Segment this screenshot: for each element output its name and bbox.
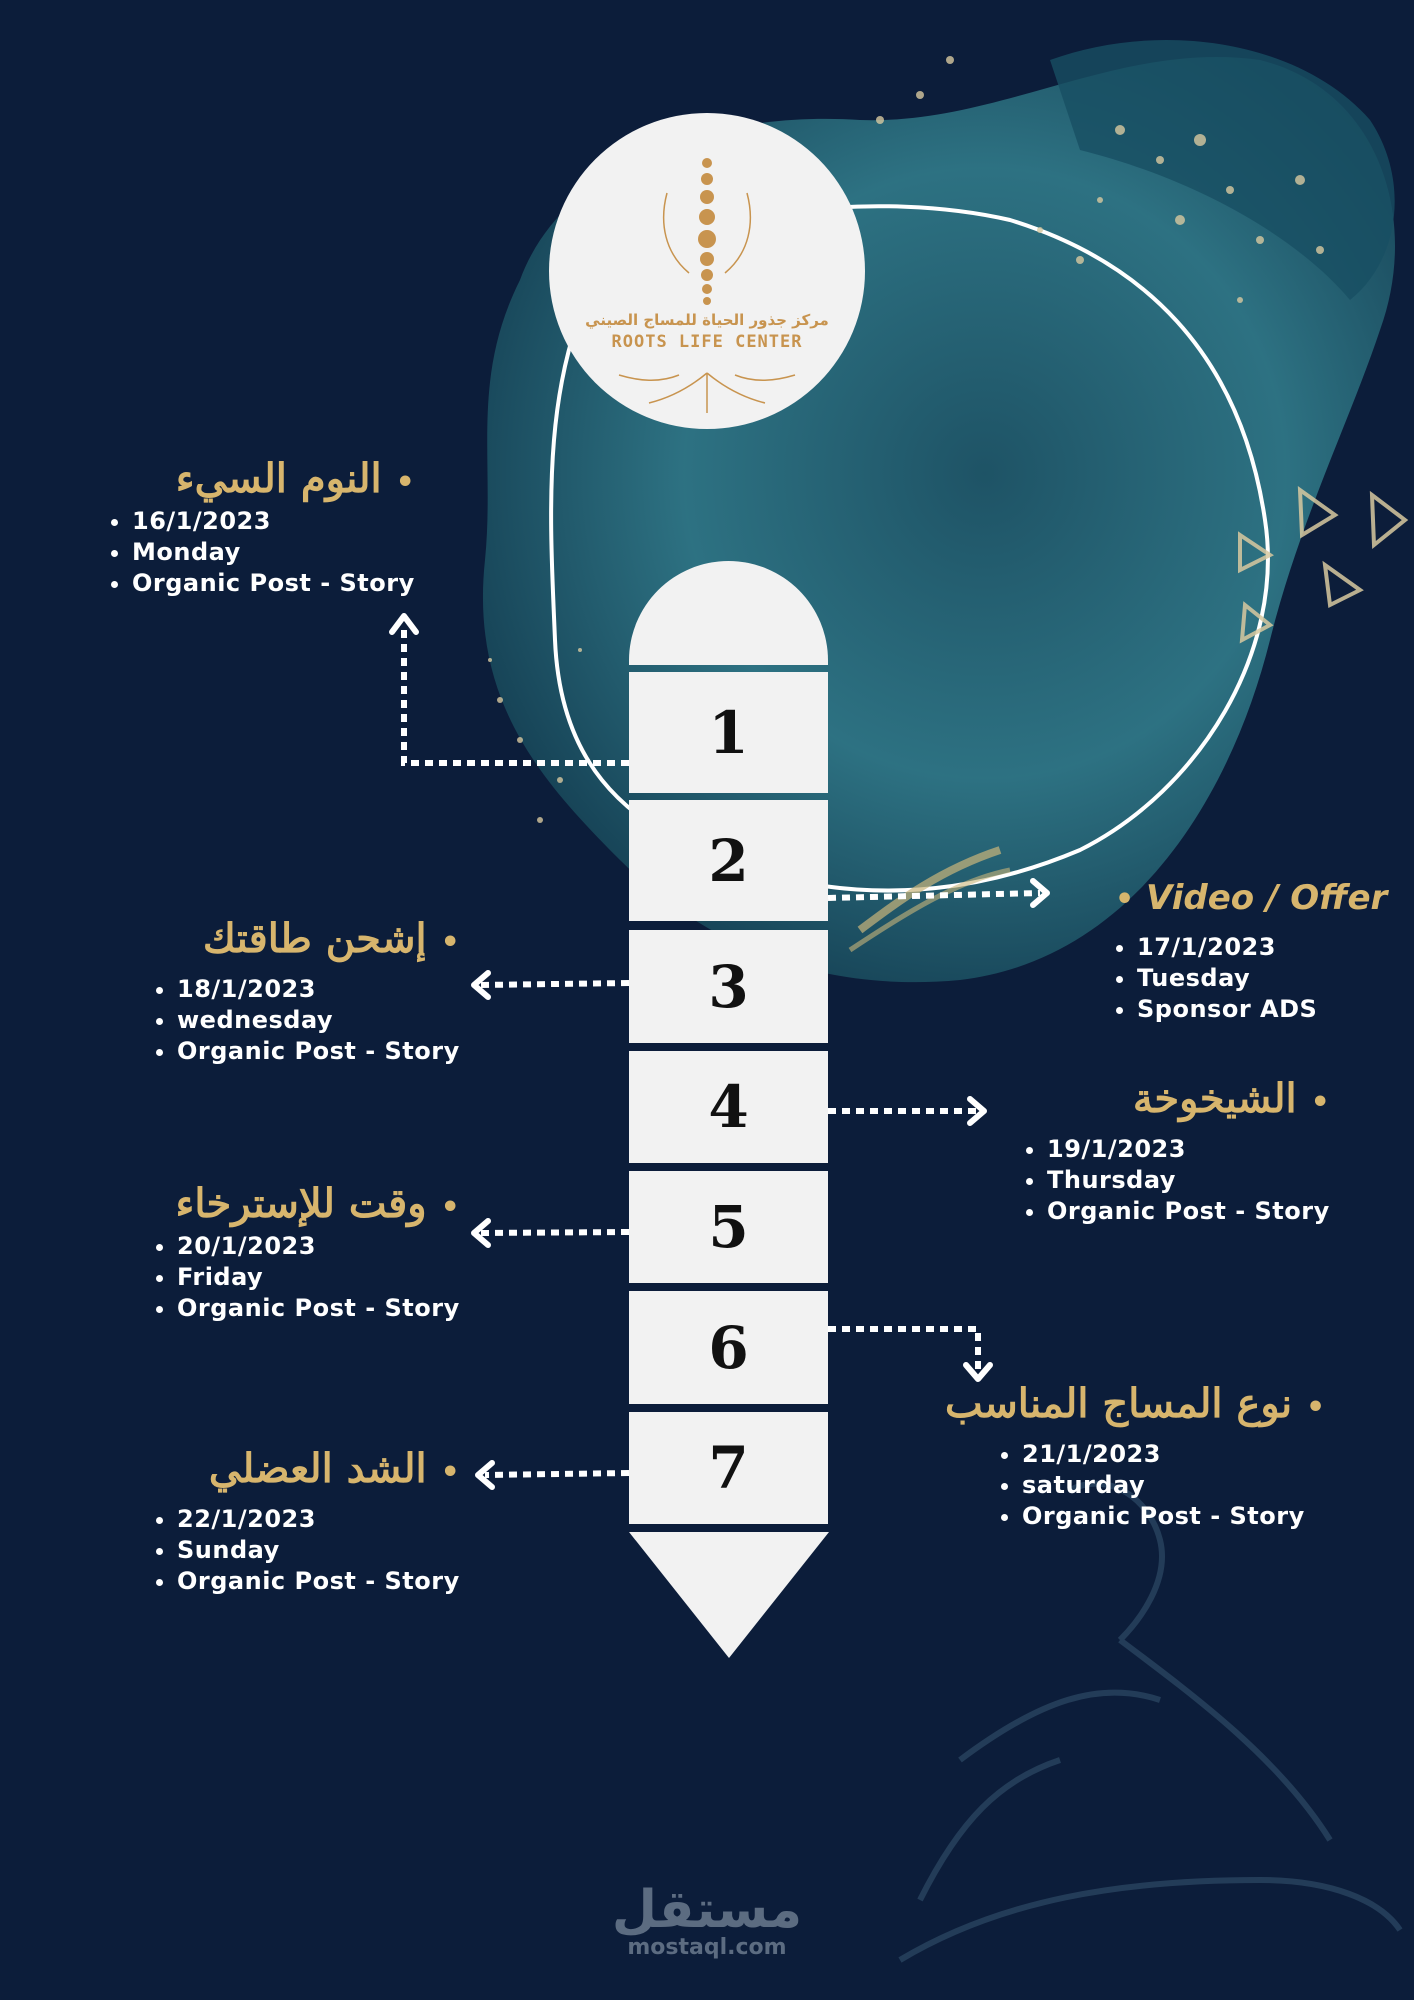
step-4-segment: 4 <box>629 1051 828 1163</box>
watermark-url: mostaql.com <box>627 1935 787 1960</box>
item-3-date: • 18/1/2023 <box>177 974 460 1005</box>
logo-arabic-name: مركز جذور الحياة للمساج الصيني <box>585 311 829 329</box>
item-1-details <box>110 506 415 599</box>
bullet-dot-icon: • <box>440 1190 460 1225</box>
item-5-date: • 20/1/2023 <box>177 1231 460 1262</box>
item-5-day: • Friday <box>177 1262 460 1293</box>
step-5-segment: 5 <box>629 1171 828 1283</box>
item-6-title: • نوع المساج المناسب <box>945 1380 1326 1427</box>
bullet-dot-icon: • <box>395 465 415 500</box>
item-2-type: • Sponsor ADS <box>1137 994 1387 1025</box>
item-7-day: • Sunday <box>177 1535 460 1566</box>
connector-7 <box>485 1473 629 1475</box>
item-1-type: • Organic Post - Story <box>132 568 415 599</box>
pencil-tip <box>629 1532 829 1658</box>
item-1-date: • 16/1/2023 <box>132 506 415 537</box>
item-2-details <box>1115 932 1387 1025</box>
item-4-type: • Organic Post - Story <box>1047 1196 1330 1227</box>
item-5 <box>140 1180 460 1324</box>
item-6-day: • saturday <box>1022 1470 1325 1501</box>
bullet-dot-icon: • <box>440 925 460 960</box>
step-6-segment: 6 <box>629 1291 828 1404</box>
item-4 <box>1025 1075 1330 1227</box>
connector-6 <box>828 1329 978 1370</box>
step-2-segment: 2 <box>629 800 828 921</box>
item-5-details <box>155 1231 460 1324</box>
item-2-day: • Tuesday <box>1137 963 1387 994</box>
item-2 <box>1115 878 1387 1025</box>
item-1-day: • Monday <box>132 537 415 568</box>
logo-english-name: ROOTS LIFE CENTER <box>611 332 803 352</box>
step-7-segment: 7 <box>629 1412 828 1524</box>
item-6-date: • 21/1/2023 <box>1022 1439 1325 1470</box>
item-6-details <box>1000 1439 1325 1532</box>
item-5-type: • Organic Post - Story <box>177 1293 460 1324</box>
item-1-title: • النوم السيء <box>175 455 415 502</box>
item-3-day: • wednesday <box>177 1005 460 1036</box>
item-3-type: • Organic Post - Story <box>177 1036 460 1067</box>
item-7-type: • Organic Post - Story <box>177 1566 460 1597</box>
connector-5 <box>480 1232 629 1233</box>
item-1 <box>110 455 415 599</box>
connector-3 <box>480 983 629 985</box>
bullet-dot-icon: • <box>1306 1390 1326 1425</box>
spine-hands-icon <box>549 113 865 429</box>
item-7 <box>155 1445 460 1597</box>
item-6 <box>945 1380 1325 1532</box>
item-4-details <box>1025 1134 1330 1227</box>
step-1-segment: 1 <box>629 672 828 793</box>
item-7-title: • الشد العضلي <box>208 1445 460 1492</box>
step-3-segment: 3 <box>629 930 828 1043</box>
item-3-details <box>155 974 460 1067</box>
item-6-type: • Organic Post - Story <box>1022 1501 1325 1532</box>
bullet-dot-icon: • <box>1115 882 1135 917</box>
bullet-dot-icon: • <box>1310 1085 1330 1120</box>
item-2-title: • Video / Offer <box>1115 878 1388 918</box>
item-4-day: • Thursday <box>1047 1165 1330 1196</box>
arrowhead-1 <box>392 616 416 632</box>
item-4-date: • 19/1/2023 <box>1047 1134 1330 1165</box>
item-2-date: • 17/1/2023 <box>1137 932 1387 963</box>
item-5-title: • وقت للإسترخاء <box>175 1180 460 1227</box>
item-3-title: • إشحن طاقتك <box>202 915 460 962</box>
item-4-title: • الشيخوخة <box>1132 1075 1330 1122</box>
bullet-dot-icon: • <box>440 1455 460 1490</box>
item-7-date: • 22/1/2023 <box>177 1504 460 1535</box>
item-3 <box>155 915 460 1067</box>
item-7-details <box>155 1504 460 1597</box>
watermark-logo-arabic: مستقل <box>611 1880 803 1940</box>
logo-badge <box>549 113 865 429</box>
